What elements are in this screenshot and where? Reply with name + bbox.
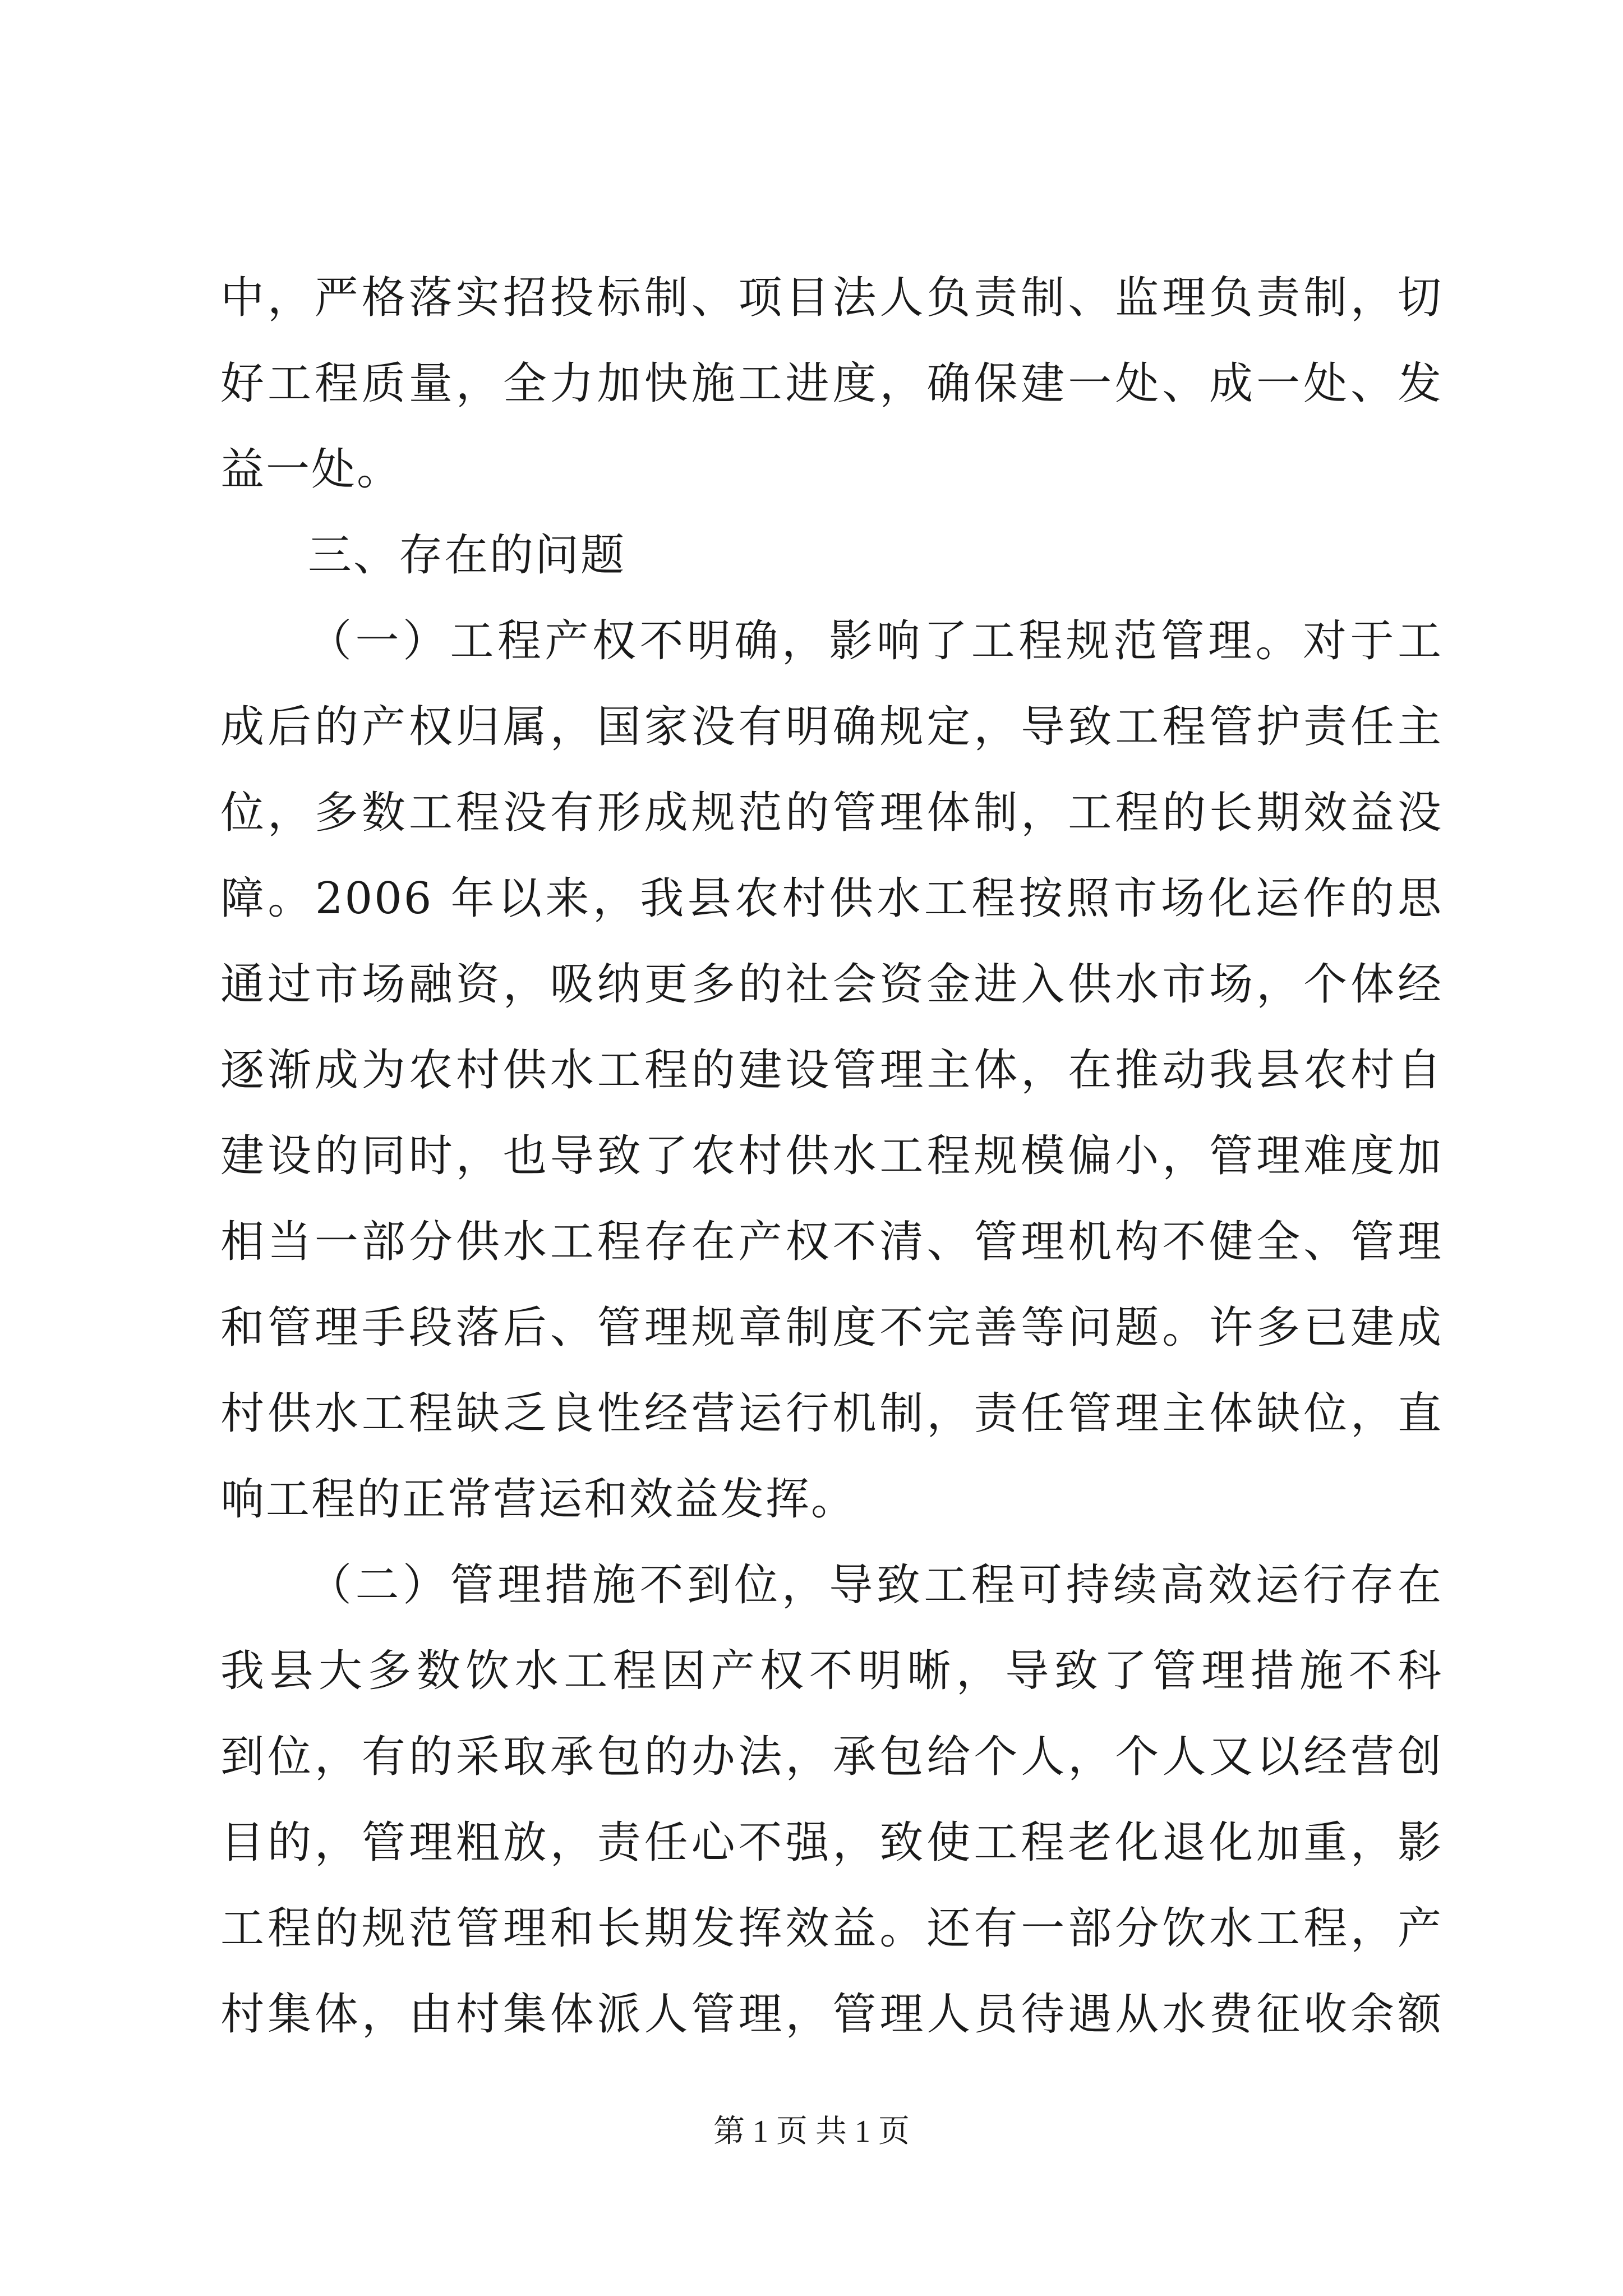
text-line: 成后的产权归属，国家没有明确规定，导致工程管护责任主 <box>220 702 1443 752</box>
text-line: 村供水工程缺乏良性经营运行机制，责任管理主体缺位，直 <box>220 1388 1443 1439</box>
text-line: 通过市场融资，吸纳更多的社会资金进入供水市场，个体经 <box>220 959 1443 1010</box>
text-line: （一）工程产权不明确，影响了工程规范管理。对于工 <box>308 616 1443 666</box>
text-line: 响工程的正常营运和效益发挥。 <box>220 1474 857 1525</box>
text-line: 益一处。 <box>220 444 403 495</box>
text-line: 工程的规范管理和长期发挥效益。还有一部分饮水工程，产 <box>220 1903 1443 1954</box>
text-line: 中，严格落实招投标制、项目法人负责制、监理负责制，切 <box>220 273 1443 323</box>
document-body <box>220 255 1443 2058</box>
text-line: 我县大多数饮水工程因产权不明晰，导致了管理措施不科 <box>220 1646 1443 1696</box>
section-heading: 三、存在的问题 <box>308 530 626 581</box>
text-line: 目的，管理粗放，责任心不强，致使工程老化退化加重，影 <box>220 1818 1443 1868</box>
page-number-footer: 第 1 页 共 1 页 <box>713 2114 910 2149</box>
text-line: 建设的同时，也导致了农村供水工程规模偏小，管理难度加 <box>220 1131 1443 1181</box>
text-line: （二）管理措施不到位，导致工程可持续高效运行存在 <box>308 1560 1443 1611</box>
text-line: 到位，有的采取承包的办法，承包给个人，个人又以经营创 <box>220 1732 1443 1782</box>
text-line: 相当一部分供水工程存在产权不清、管理机构不健全、管理 <box>220 1217 1443 1267</box>
text-line: 村集体，由村集体派人管理，管理人员待遇从水费征收余额 <box>220 1989 1443 2040</box>
text-line: 障。2006 年以来，我县农村供水工程按照市场化运作的思 <box>220 873 1443 924</box>
text-line: 和管理手段落后、管理规章制度不完善等问题。许多已建成 <box>220 1303 1443 1353</box>
text-line: 好工程质量，全力加快施工进度，确保建一处、成一处、发 <box>220 358 1443 409</box>
text-line: 位，多数工程没有形成规范的管理体制，工程的长期效益没 <box>220 788 1443 838</box>
text-line: 逐渐成为农村供水工程的建设管理主体，在推动我县农村自 <box>220 1045 1443 1096</box>
